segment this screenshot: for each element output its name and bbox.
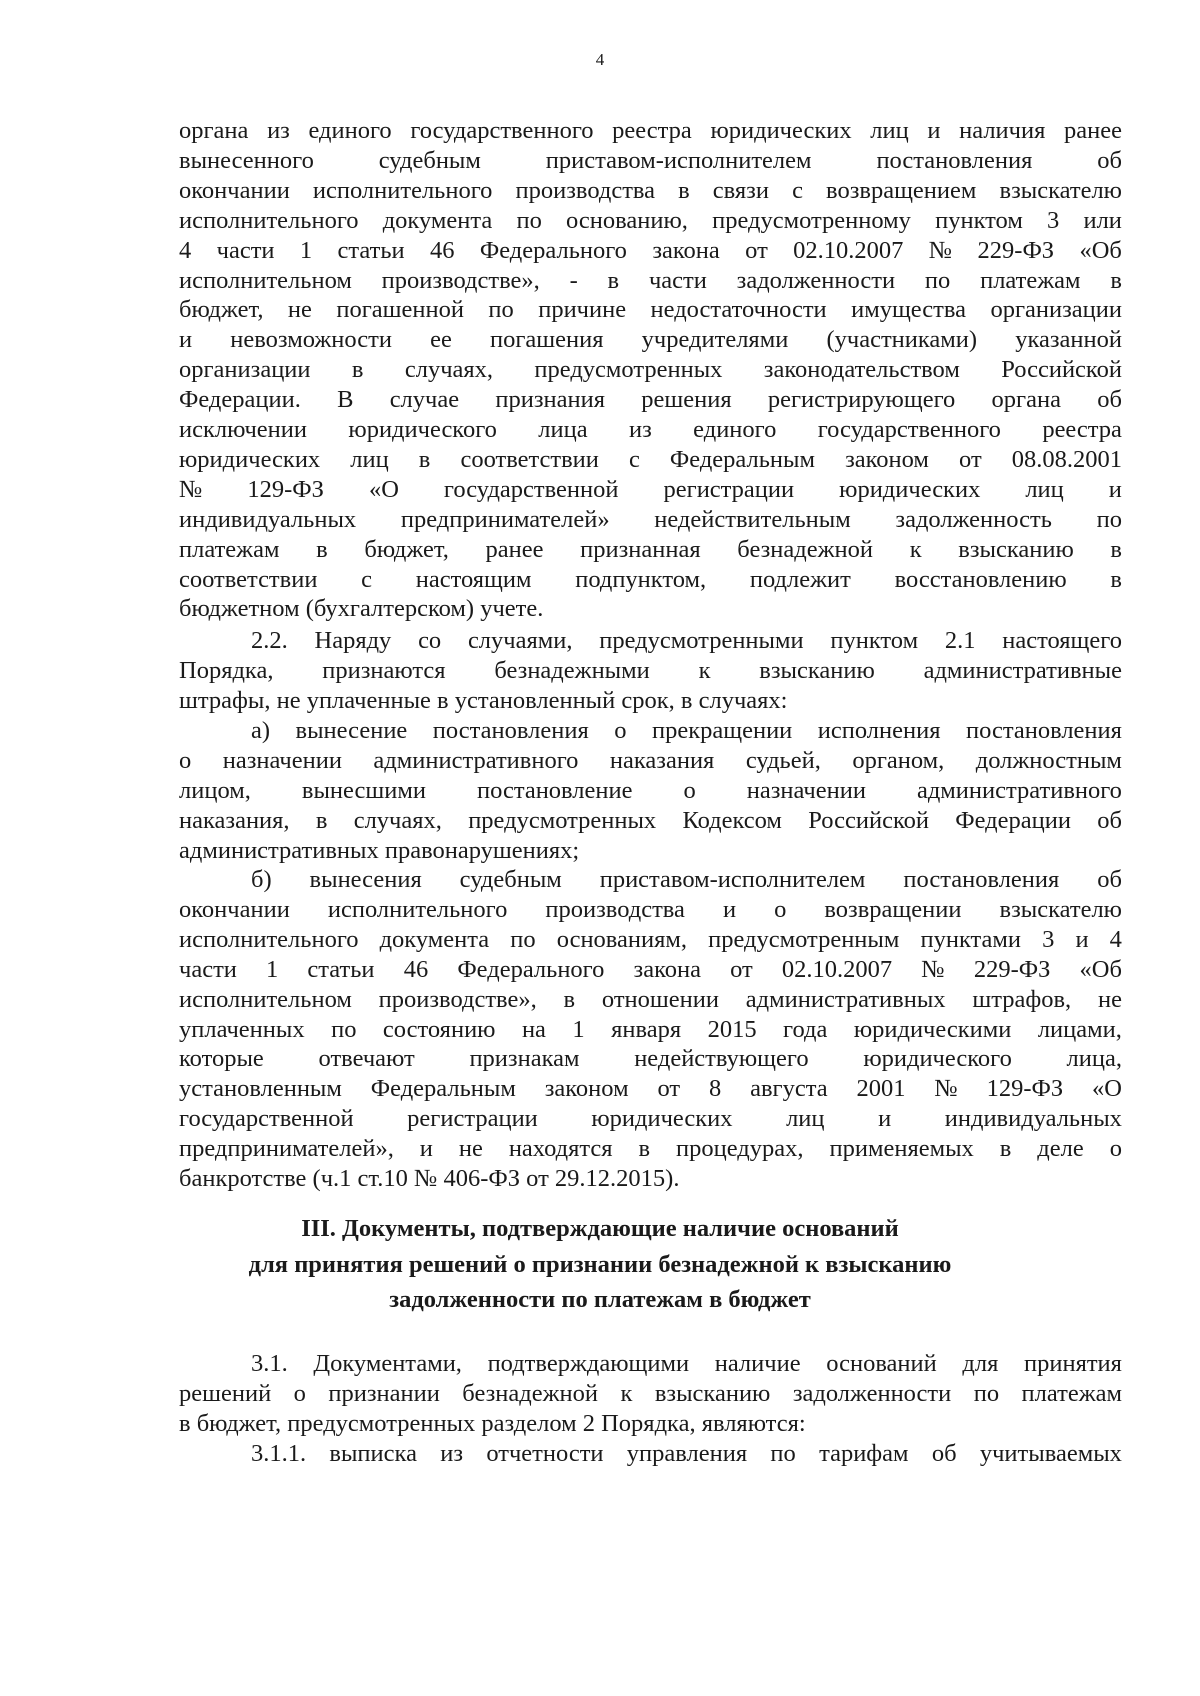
para1-line: бюджет, не погашенной по причине недостаточности имущества организации <box>179 296 1122 324</box>
para1-line: организации в случаях, предусмотренных законодательством Российской <box>179 356 1122 384</box>
para1-line: исполнительном производстве», - в части задолженности по платежам в <box>179 266 1122 294</box>
para5-line: в бюджет, предусмотренных разделом 2 Порядка, являются: <box>179 1409 806 1437</box>
para1-line: 4 части 1 статьи 46 Федерального закона от 02.10.2007 № 229-ФЗ «Об <box>179 236 1122 264</box>
para1-line: платежам в бюджет, ранее признанная безнадежной к взысканию в <box>179 535 1122 563</box>
para1-line: бюджетном (бухгалтерском) учете. <box>179 595 544 623</box>
para5-line: 3.1. Документами, подтверждающими наличие оснований для принятия <box>251 1350 1122 1377</box>
section-heading-line: III. Документы, подтверждающие наличие оснований <box>301 1215 899 1242</box>
para3-line: а) вынесение постановления о прекращении исполнения постановления <box>251 717 1122 744</box>
para1-line: № 129-ФЗ «О государственной регистрации юридических лиц и <box>179 475 1122 503</box>
para1-line: окончании исполнительного производства в связи с возвращением взыскателю <box>179 176 1122 204</box>
para5-line: решений о признании безнадежной к взысканию задолженности по платежам <box>179 1379 1122 1407</box>
para1-line: и невозможности ее погашения учредителями (участниками) указанной <box>179 326 1122 354</box>
para4-line: которые отвечают признакам недействующего юридического лица, <box>179 1045 1122 1073</box>
para4-line: исполнительного документа по основаниям, предусмотренным пунктами 3 и 4 <box>179 925 1122 953</box>
section-heading-line: для принятия решений о признании безнадежной к взысканию <box>248 1251 952 1278</box>
para3-line: о назначении административного наказания судьей, органом, должностным <box>179 746 1122 774</box>
para3-line: лицом, вынесшими постановление о назначении административного <box>179 776 1122 804</box>
para2-line: 2.2. Наряду со случаями, предусмотренными пунктом 2.1 настоящего <box>251 627 1122 654</box>
para2-line: Порядка, признаются безнадежными к взысканию административные <box>179 656 1122 684</box>
para4-line: б) вынесения судебным приставом-исполнителем постановления об <box>251 866 1122 893</box>
para2-line: штрафы, не уплаченные в установленный срок, в случаях: <box>179 686 788 714</box>
para1-line: исключении юридического лица из единого государственного реестра <box>179 416 1122 443</box>
para1-line: юридических лиц в соответствии с Федеральным законом от 08.08.2001 <box>179 445 1122 473</box>
para4-line: части 1 статьи 46 Федерального закона от 02.10.2007 № 229-ФЗ «Об <box>179 955 1122 983</box>
para3-line: наказания, в случаях, предусмотренных Кодексом Российской Федерации об <box>179 806 1122 834</box>
para4-line: предпринимателей», и не находятся в процедурах, применяемых в деле о <box>179 1135 1122 1163</box>
section-heading-line: задолженности по платежам в бюджет <box>389 1286 811 1313</box>
para3-line: административных правонарушениях; <box>179 836 580 864</box>
para4-line: окончании исполнительного производства и о возвращении взыскателю <box>179 895 1122 923</box>
page-number: 4 <box>595 50 605 69</box>
para1-line: органа из единого государственного реестра юридических лиц и наличия ранее <box>179 117 1122 144</box>
para6-line: 3.1.1. выписка из отчетности управления по тарифам об учитываемых <box>251 1440 1122 1467</box>
para1-line: исполнительного документа по основанию, предусмотренному пунктом 3 или <box>179 206 1122 234</box>
para4-line: банкротстве (ч.1 ст.10 № 406-ФЗ от 29.12.2015). <box>179 1165 680 1192</box>
para1-line: вынесенного судебным приставом-исполнителем постановления об <box>179 146 1122 174</box>
para4-line: уплаченных по состоянию на 1 января 2015 года юридическими лицами, <box>179 1015 1122 1043</box>
para4-line: исполнительном производстве», в отношении административных штрафов, не <box>179 985 1122 1013</box>
para4-line: государственной регистрации юридических лиц и индивидуальных <box>179 1105 1122 1133</box>
para4-line: установленным Федеральным законом от 8 августа 2001 № 129-ФЗ «О <box>179 1075 1122 1103</box>
para1-line: индивидуальных предпринимателей» недействительным задолженность по <box>179 505 1122 533</box>
para1-line: соответствии с настоящим подпунктом, подлежит восстановлению в <box>179 565 1122 593</box>
para1-line: Федерации. В случае признания решения регистрирующего органа об <box>179 386 1122 414</box>
